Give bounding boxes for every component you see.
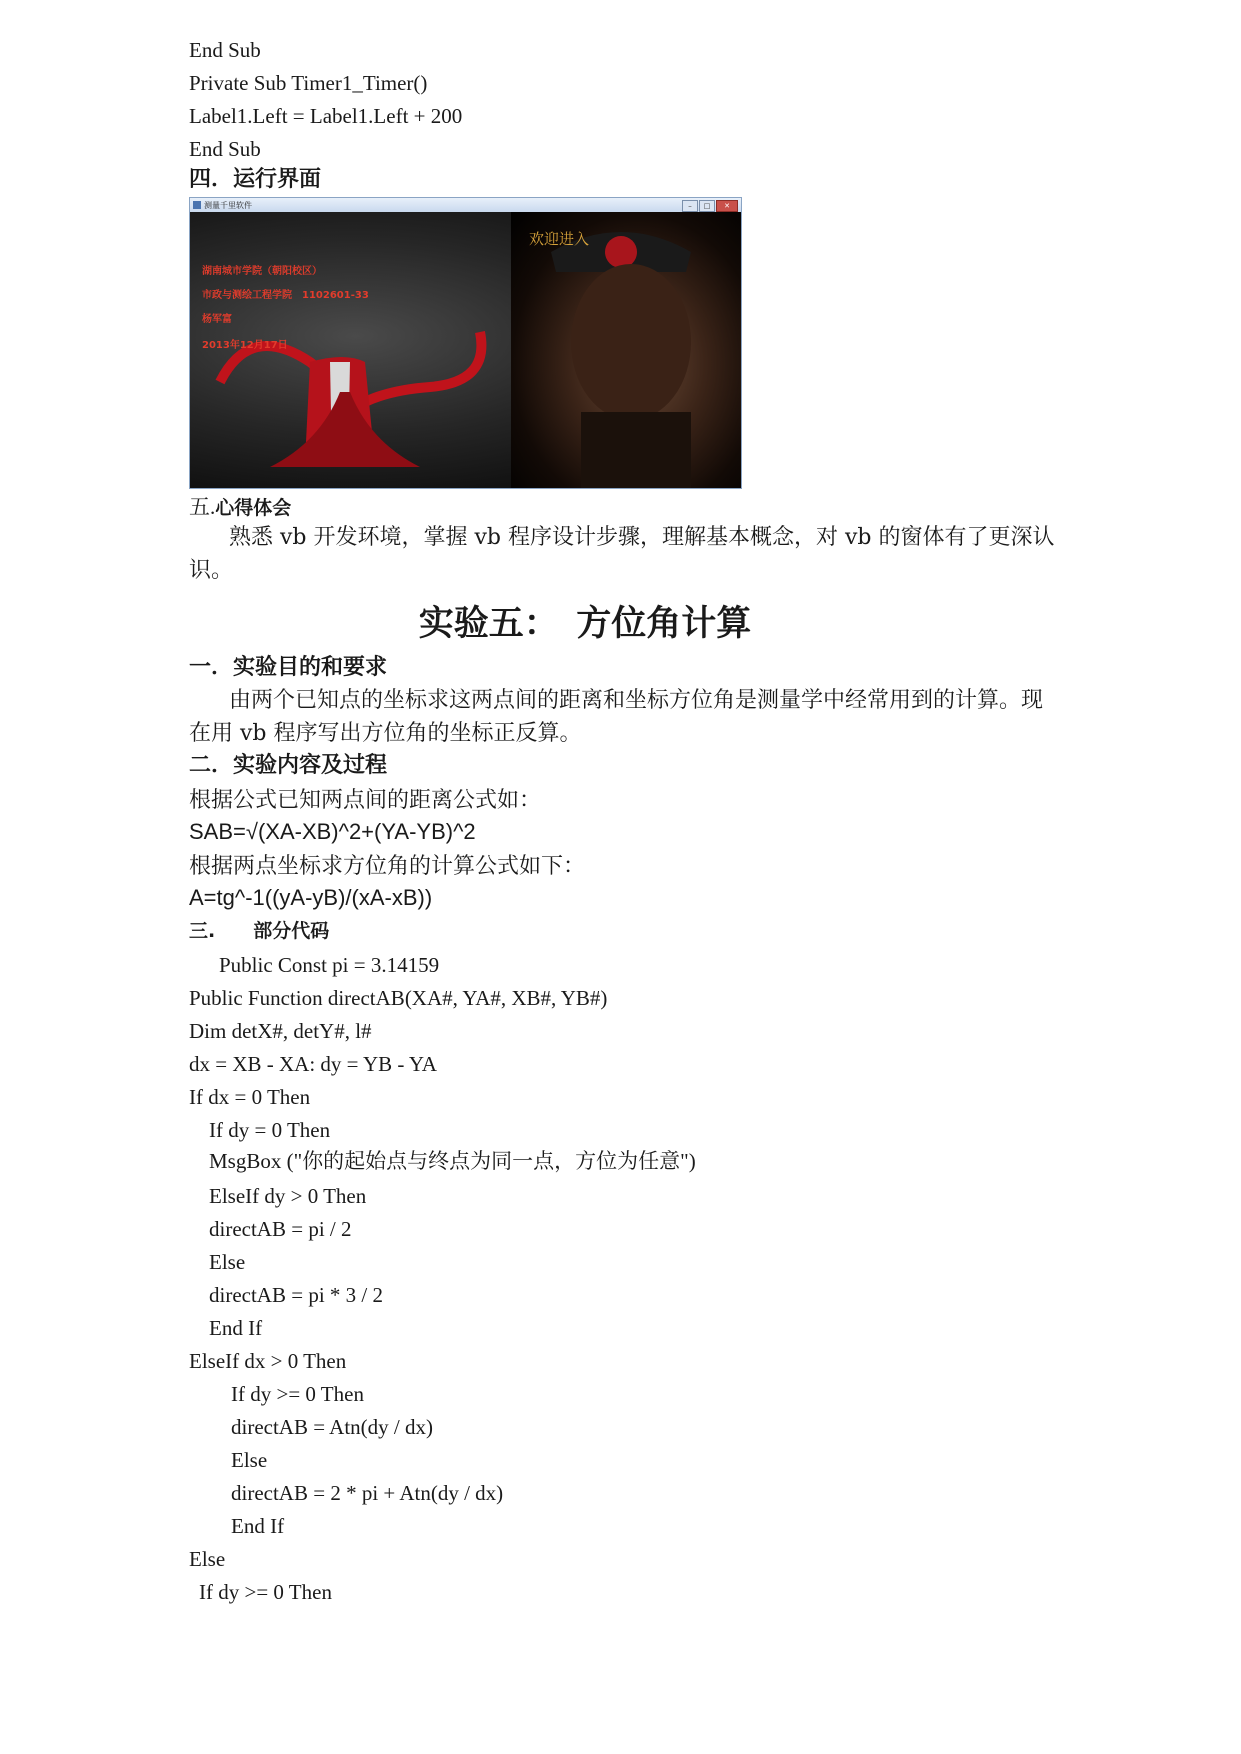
code-line: ElseIf dy > 0 Then [209,1184,367,1208]
info-line: 2013年12月17日 [202,340,288,351]
code-line: Else [209,1250,246,1274]
experiment-title: 实验五： 方位角计算 [418,604,752,644]
formula: A=tg^-1((yA-yB)/(xA-xB)) [189,885,433,910]
code-line: Dim detX#, detY#, l# [189,1019,372,1043]
code-line: directAB = pi / 2 [209,1217,352,1241]
code-line: Else [189,1547,226,1571]
code-line: Else [231,1448,268,1472]
maximize-icon: □ [699,200,715,212]
code-line: If dy >= 0 Then [199,1580,332,1604]
code-line: directAB = 2 * pi + Atn(dy / dx) [231,1481,504,1505]
welcome-text: 欢迎进入 [529,230,590,248]
section-heading: 三. 部分代码 [189,920,330,942]
code-line: End Sub [189,38,261,62]
code-line: End If [231,1514,285,1538]
code-line: Public Function directAB(XA#, YA#, XB#, YB#) [189,986,608,1010]
close-icon: ✕ [716,200,738,212]
section-heading [189,494,291,521]
code-line: Private Sub Timer1_Timer() [189,71,428,95]
info-line: 市政与测绘工程学院 1102601-33 [202,290,369,301]
code-line: MsgBox ("你的起始点与终点为同一点，方位为任意") [209,1149,696,1173]
paragraph: 熟悉 vb 开发环境，掌握 vb 程序设计步骤，理解基本概念，对 vb 的窗体有了更深认识。 [189,525,1055,583]
code-line: End Sub [189,137,261,161]
section-heading: 二．实验内容及过程 [189,753,388,778]
section-title: 心得体会 [215,497,292,519]
code-line: dx = XB - XA: dy = YB - YA [189,1052,437,1076]
code-line: If dy >= 0 Then [231,1382,364,1406]
window-titlebar [190,198,741,212]
code-line: If dy = 0 Then [209,1118,331,1142]
code-line: ElseIf dx > 0 Then [189,1349,347,1373]
code-line: Public Const pi = 3.14159 [219,953,440,977]
code-line: directAB = pi * 3 / 2 [209,1283,383,1307]
app-icon [193,201,201,209]
portrait-image [511,212,741,488]
code-line: End If [209,1316,263,1340]
paragraph: 根据公式已知两点间的距离公式如： [189,788,542,813]
section-heading: 四．运行界面 [189,167,322,192]
paragraph: 根据两点坐标求方位角的计算公式如下： [189,854,586,879]
code-line: directAB = Atn(dy / dx) [231,1415,433,1439]
window-body [190,212,741,488]
minimize-icon: – [682,200,698,212]
code-line: If dx = 0 Then [189,1085,311,1109]
paragraph: 由两个已知点的坐标求这两点间的距离和坐标方位角是测量学中经常用到的计算。现在用 vb 程序写出方位角的坐标正反算。 [189,688,1044,746]
formula: SAB=√(XA-XB)^2+(YA-YB)^2 [189,819,476,844]
info-line: 湖南城市学院（朝阳校区） [202,266,322,277]
section-heading: 一．实验目的和要求 [189,655,388,680]
section-prefix: 五. [189,495,216,519]
window-title: 测量千里软件 [204,200,252,210]
app-screenshot [189,197,742,489]
info-line: 杨军富 [202,314,232,325]
code-line: Label1.Left = Label1.Left + 200 [189,104,463,128]
